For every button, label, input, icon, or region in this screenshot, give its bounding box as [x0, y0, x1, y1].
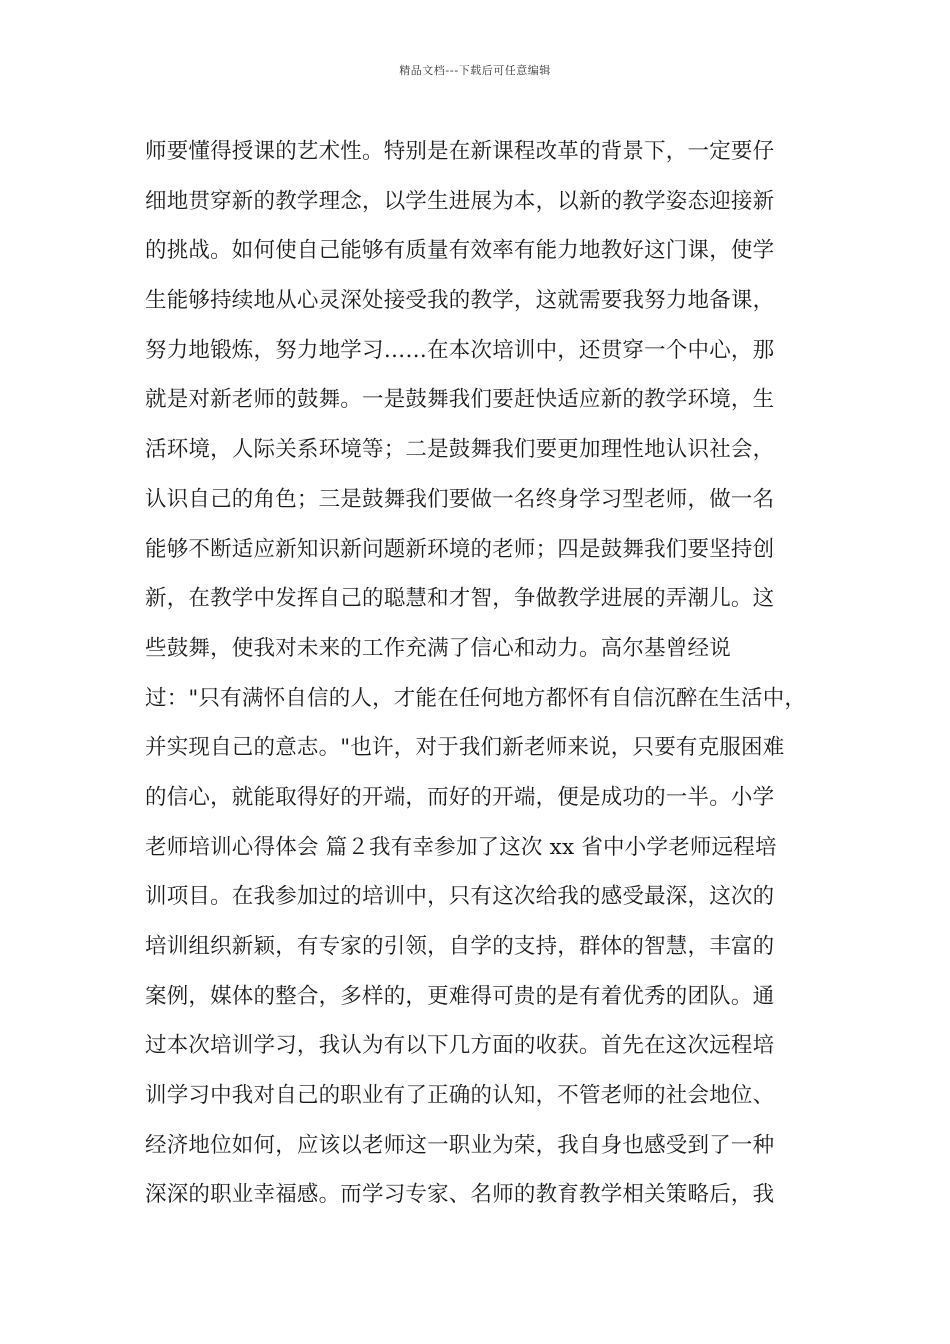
text-line: 生能够持续地从心灵深处接受我的教学，这就需要我努力地备课， [145, 288, 775, 314]
page-header: 精品文档---下载后可任意编辑 [399, 64, 551, 77]
text-line: 深深的职业幸福感。而学习专家、名师的教育教学相关策略后，我 [145, 1182, 775, 1208]
text-line: 的信心，就能取得好的开端，而好的开端，便是成功的一半。小学 [145, 784, 775, 810]
text-line: 些鼓舞，使我对未来的工作充满了信心和动力。高尔基曾经说 [145, 635, 731, 661]
text-line: 训项目。在我参加过的培训中，只有这次给我的感受最深，这次的 [145, 884, 775, 910]
text-line: 活环境，人际关系环境等；二是鼓舞我们要更加理性地认识社会， [145, 437, 775, 463]
text-line: 师要懂得授课的艺术性。特别是在新课程改革的背景下，一定要仔 [145, 139, 775, 164]
text-line: 的挑战。如何使自己能够有质量有效率有能力地教好这门课，使学 [145, 238, 775, 264]
text-line: 认识自己的角色；三是鼓舞我们要做一名终身学习型老师，做一名 [145, 486, 775, 512]
text-line: 过本次培训学习，我认为有以下几方面的收获。首先在这次远程培 [145, 1033, 775, 1059]
text-line: 并实现自己的意志。"也许，对于我们新老师来说，只要有克服困难 [145, 735, 785, 761]
text-line: 老师培训心得体会 篇２我有幸参加了这次 xx 省中小学老师远程培 [145, 834, 777, 860]
text-line: 案例，媒体的整合，多样的，更难得可贵的是有着优秀的团队。通 [145, 983, 775, 1009]
text-line: 新，在教学中发挥自己的聪慧和才智，争做教学进展的弄潮儿。这 [145, 586, 775, 612]
text-line: 细地贯穿新的教学理念，以学生进展为本，以新的教学姿态迎接新 [145, 188, 775, 214]
text-line: 能够不断适应新知识新问题新环境的老师；四是鼓舞我们要坚持创 [145, 536, 775, 562]
text-line: 训学习中我对自己的职业有了正确的认知，不管老师的社会地位、 [145, 1083, 775, 1109]
text-line: 努力地锻炼，努力地学习……在本次培训中，还贯穿一个中心，那 [145, 337, 775, 363]
text-line: 经济地位如何，应该以老师这一职业为荣，我自身也感受到了一种 [145, 1132, 775, 1158]
text-line: 就是对新老师的鼓舞。一是鼓舞我们要赶快适应新的教学环境，生 [145, 387, 775, 413]
body-text [145, 134, 835, 1227]
text-line: 培训组织新颖，有专家的引领，自学的支持，群体的智慧，丰富的 [145, 934, 775, 959]
text-line: 过："只有满怀自信的人，才能在任何地方都怀有自信沉醉在生活中， [145, 685, 807, 711]
